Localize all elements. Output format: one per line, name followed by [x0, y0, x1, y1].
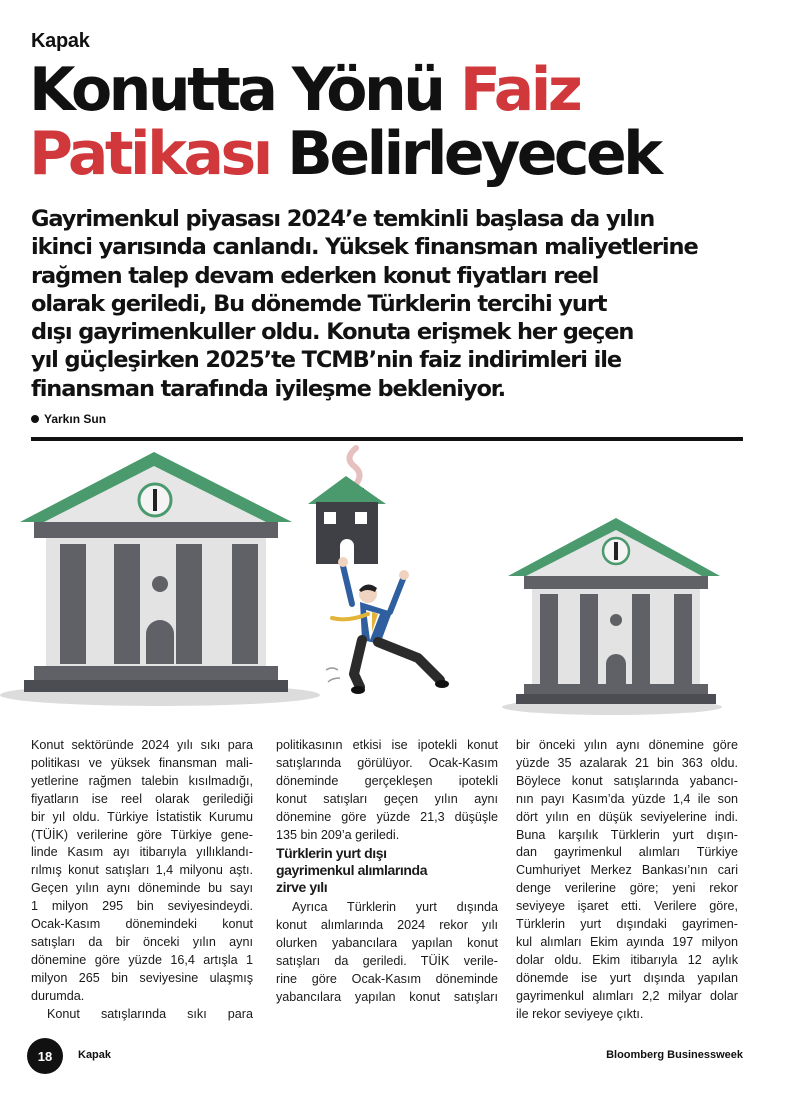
text-line: milyon 265 bin seviyesine ulaşmış: [31, 970, 253, 985]
text-line: linde Kasım ayı itibarıyla yıllıklandı-: [31, 845, 253, 860]
subheading: [276, 845, 498, 896]
headline-part4: Belirleyecek: [269, 119, 660, 189]
text-line: Ayrıca Türklerin yurt dışında: [292, 900, 498, 915]
paragraph: [276, 899, 498, 1006]
text-line: 1 milyon 295 bin seviyesindeydi.: [31, 899, 253, 914]
lede-line: dışı gayrimenkuller oldu. Konuta erişmek her geçen: [31, 319, 634, 346]
headline: [29, 55, 789, 189]
text-line: satışlarında görülüyor. Ocak-Kasım: [276, 755, 498, 770]
author-name: Yarkın Sun: [44, 412, 107, 426]
text-line: rılmış konut satışları 1,4 milyonu aştı.: [31, 863, 253, 878]
column-1: [31, 737, 253, 1024]
text-line: nın payı Kasım’da yüzde 1,4 ile son: [516, 791, 738, 806]
text-line: denge verilerine göre; yeni rekor: [516, 881, 738, 896]
illustration-banks-house-man: [0, 444, 805, 734]
text-line: yetlerine rağmen talebin kısılmadığı,: [31, 773, 253, 788]
headline-accent-word: Faiz: [459, 55, 580, 125]
subheading-line: zirve yılı: [276, 879, 328, 896]
paragraph: [516, 737, 738, 1024]
text-line: fiyatların ise reel olarak gerilediği: [31, 791, 253, 806]
text-line: ile rekor seviyeye çıktı.: [516, 1006, 644, 1021]
text-line: Türklerin yurt dışındaki gayrimen-: [516, 917, 738, 932]
text-line: kul alımları Ekim ayında 197 milyon: [516, 934, 738, 949]
left-bank-icon: [0, 452, 320, 706]
text-line: Ocak-Kasım dönemindeki konut: [31, 917, 253, 932]
text-line: dört yılın en düşük seviyelerine indi.: [516, 809, 738, 824]
lede-line: olarak geriledi, Bu dönemde Türklerin tercihi yurt: [31, 290, 607, 317]
section-label: Kapak: [31, 30, 90, 52]
headline-accent-word-2: Patikası: [29, 119, 270, 189]
lede-line: finansman tarafında iyileşme bekleniyor.: [31, 375, 506, 402]
publication-name: Bloomberg Businessweek: [606, 1049, 743, 1061]
text-line: Buna karşılık Türklerin yurt dışın-: [516, 827, 738, 842]
text-line: bir önceki yılın aynı dönemine göre: [516, 738, 738, 752]
page-number-badge: 18: [27, 1038, 63, 1074]
text-line: konut alımlarında 2024 rekor yılı: [276, 918, 498, 933]
lede-line: Gayrimenkul piyasası 2024’e temkinli başlasa da yılın: [31, 206, 655, 232]
text-line: gayrimenkul alımları 2,2 milyar dolar: [516, 988, 738, 1003]
right-bank-icon: [502, 518, 722, 715]
text-line: satışları da geriledi. TÜİK verile-: [276, 954, 498, 969]
text-line: yabancılara yapılan konut satışları: [276, 989, 498, 1004]
text-line: olurken yabancılara yapılan konut: [276, 936, 498, 951]
falling-house-icon: [308, 448, 386, 564]
headline-part1: Konutta Yönü: [29, 55, 460, 125]
subheading-line: Türklerin yurt dışı: [276, 845, 387, 862]
falling-man-icon: [326, 557, 449, 694]
text-line: seviyeye işaret etti. Verilere göre,: [516, 899, 738, 914]
text-line: dönemine göre yüzde 21,3 düşüşle: [276, 809, 498, 824]
text-line: 135 bin 209’a geriledi.: [276, 827, 400, 842]
text-line: rine göre Ocak-Kasım döneminde: [276, 972, 498, 987]
text-line: Konut sektöründe 2024 yılı sıkı para: [31, 738, 253, 752]
paragraph: [276, 737, 498, 844]
bullet-dot-icon: [31, 415, 39, 423]
text-line: konut satışları geçen yılın aynı: [276, 791, 498, 806]
text-line: dönemde ise yurt dışında yapılan: [516, 970, 738, 985]
column-2: [276, 737, 498, 1007]
footer-section-label: Kapak: [78, 1049, 112, 1061]
page-footer: [0, 1038, 805, 1074]
text-line: Konut satışlarında sıkı para: [47, 1006, 253, 1021]
text-line: (TÜİK) verilerine göre Türkiye gene-: [31, 827, 253, 842]
paragraph: [31, 737, 253, 1006]
lede-line: rağmen talep devam ederken konut fiyatları reel: [31, 262, 599, 289]
text-line: politikasının etkisi ise ipotekli konut: [276, 738, 498, 752]
text-line: bir yıl oldu. Türkiye İstatistik Kurumu: [31, 809, 253, 824]
lede: [31, 205, 771, 403]
column-3: [516, 737, 738, 1024]
text-line: politikası ve yüksek finansman mali-: [31, 755, 253, 770]
text-line: Cumhuriyet Merkez Bankası’nın cari: [516, 863, 738, 878]
text-line: Geçen yılın aynı döneminde bu sayı: [31, 881, 253, 896]
text-line: satışları da bir önceki yılın aynı: [31, 934, 253, 949]
text-line: Böylece konut satışlarında yabancı-: [516, 773, 738, 788]
divider-rule: [31, 437, 743, 441]
text-line: durumda.: [31, 988, 85, 1003]
subheading-line: gayrimenkul alımlarında: [276, 862, 428, 879]
lede-line: ikinci yarısında canlandı. Yüksek finansman maliyetlerine: [31, 234, 698, 261]
text-line: dan gayrimenkul alımları Türkiye: [516, 845, 738, 860]
text-line: yüzde 35 azalarak 21 bin 363 oldu.: [516, 755, 738, 770]
text-line: döneminde gerçekleşen ipotekli: [276, 773, 498, 788]
text-line: dönemine göre yüzde 16,4 artışla 1: [31, 952, 253, 967]
lede-line: yıl güçleşirken 2025’te TCMB’nin faiz indirimleri ile: [31, 347, 621, 374]
text-line: dolar oldu. Ekim itibarıyla 12 aylık: [516, 952, 738, 967]
byline: [31, 412, 106, 426]
paragraph: [31, 1006, 253, 1024]
